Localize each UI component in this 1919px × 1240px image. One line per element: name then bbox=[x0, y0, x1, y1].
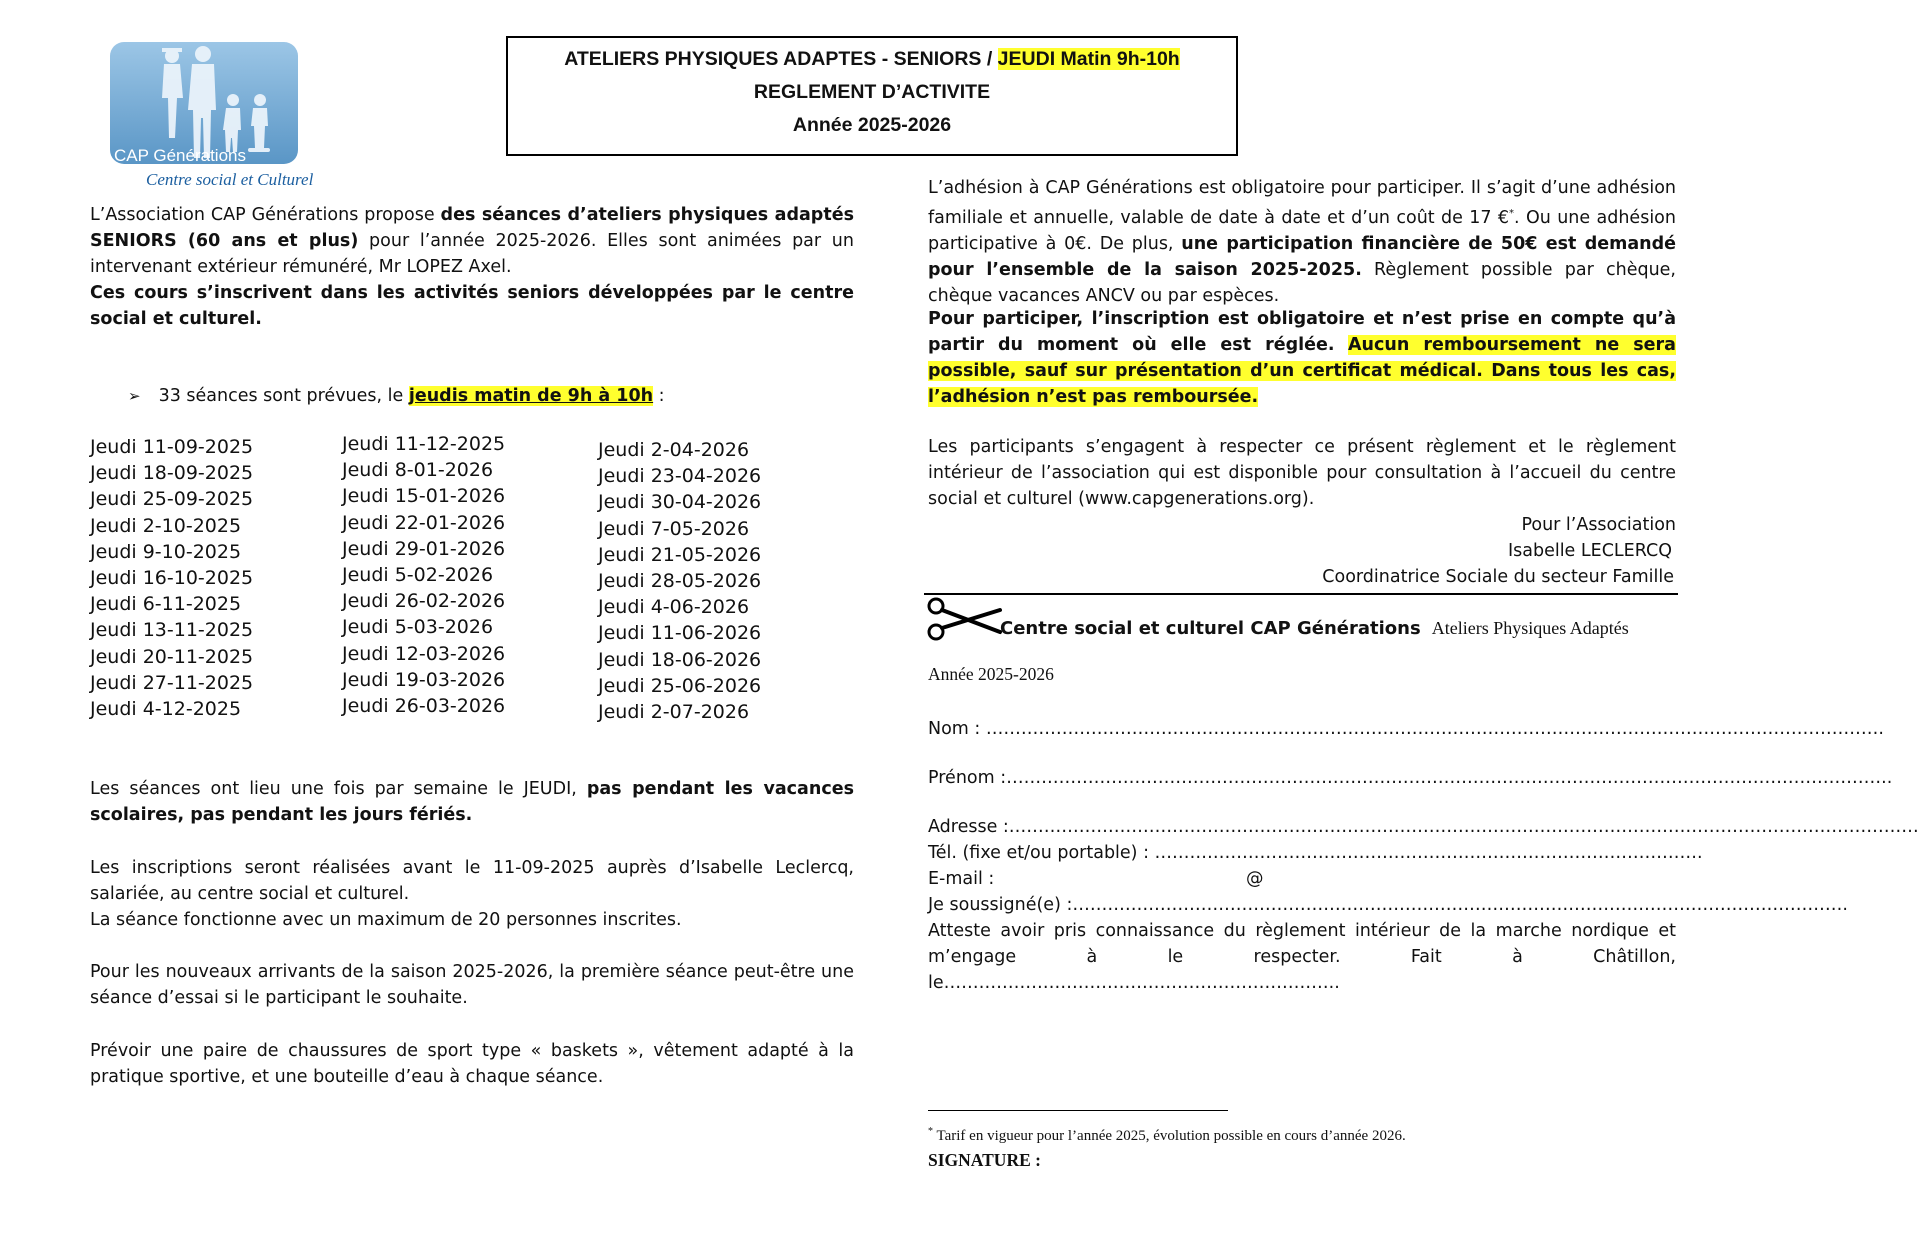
date-item: Jeudi 21-05-2026 bbox=[598, 543, 762, 566]
bullet-arrow-icon: ➢ bbox=[128, 387, 141, 405]
date-item: Jeudi 18-09-2025 bbox=[90, 462, 254, 485]
form-year: Année 2025-2026 bbox=[928, 664, 1054, 684]
date-item: Jeudi 11-12-2025 bbox=[342, 433, 506, 455]
signoff bbox=[1100, 512, 1676, 590]
date-item: Jeudi 18-06-2026 bbox=[598, 648, 762, 671]
date-item: Jeudi 8-01-2026 bbox=[342, 459, 494, 482]
form-atteste-field[interactable]: Atteste avoir pris connaissance du règlement intérieur de la marche nordique et m’engage à le respecter. Fait à Châtillon, le………………………………………………………….. bbox=[928, 921, 1676, 993]
commitment-paragraph: Les participants s’engagent à respecter ce présent règlement et le règlement intérieur de l’association qui est disponible pour consultation à l’accueil du centre social et culturel (www.capgenerations.org). bbox=[928, 437, 1676, 509]
membership-paragraph: L’adhésion à CAP Générations est obligatoire pour participer. Il s’agit d’une adhésion familiale et annuelle, valable de date à date et d’un coût de 17 €*. Ou une adhésion participative à 0€. De plus, une participation financière de 50€ est demandé pour l’ensemble de la saison 2025-2025. Règlement possible par chèque, chèque vacances ANCV ou par espèces. bbox=[928, 178, 1676, 306]
date-item: Jeudi 11-09-2025 bbox=[90, 436, 254, 458]
registration-paragraph: Pour participer, l’inscription est obligatoire et n’est prise en compte qu’à partir du moment où elle est réglée. Aucun remboursement ne sera possible, sauf sur présentation d’un certificat médical. Dans tous les cas, l’adhésion n’est pas remboursée. bbox=[928, 309, 1676, 407]
date-item: Jeudi 26-02-2026 bbox=[342, 590, 506, 613]
date-item: Jeudi 28-05-2026 bbox=[598, 570, 762, 593]
date-item: Jeudi 19-03-2026 bbox=[342, 668, 506, 691]
date-item: Jeudi 25-06-2026 bbox=[598, 674, 762, 697]
dates-column-1 bbox=[90, 434, 253, 722]
date-item: Jeudi 30-04-2026 bbox=[598, 491, 762, 514]
form-prenom-field[interactable]: Prénom :…………………………………………………………………………………………………………………………………….. bbox=[928, 768, 1893, 788]
header-subtitle: REGLEMENT D’ACTIVITE bbox=[753, 81, 991, 103]
dates-column-2 bbox=[342, 431, 505, 719]
date-item: Jeudi 4-06-2026 bbox=[598, 596, 750, 619]
date-item: Jeudi 2-07-2026 bbox=[598, 701, 750, 724]
sessions-bullet: ➢ 33 séances sont prévues, le jeudis matin de 9h à 10h : bbox=[128, 386, 665, 406]
date-item: Jeudi 11-06-2026 bbox=[598, 622, 762, 645]
signoff-line: Isabelle LECLERCQ bbox=[1507, 541, 1672, 561]
signature-label: SIGNATURE : bbox=[928, 1150, 1041, 1170]
form-soussigne-field[interactable]: Je soussigné(e) :……………………………………………………………………………………………………………………. bbox=[928, 895, 1848, 915]
signoff-line: Pour l’Association bbox=[1521, 515, 1676, 535]
form-adresse-field[interactable]: Adresse :………………………………………………………………………………………………………………………………………… bbox=[928, 817, 1919, 837]
date-item: Jeudi 23-04-2026 bbox=[598, 465, 762, 488]
date-item: Jeudi 7-05-2026 bbox=[598, 517, 750, 540]
date-item: Jeudi 5-03-2026 bbox=[342, 616, 494, 639]
footnote: * Tarif en vigueur pour l’année 2025, évolution possible en cours d’année 2026. bbox=[928, 1126, 1406, 1144]
date-item: Jeudi 12-03-2026 bbox=[342, 642, 506, 665]
date-item: Jeudi 22-01-2026 bbox=[342, 511, 506, 534]
at-sign: @ bbox=[1246, 869, 1264, 889]
date-item: Jeudi 9-10-2025 bbox=[90, 540, 242, 563]
dates-column-3 bbox=[598, 437, 761, 725]
logo-brand: CAP Générations bbox=[114, 146, 246, 165]
date-item: Jeudi 27-11-2025 bbox=[90, 671, 254, 694]
header-title: ATELIERS PHYSIQUES ADAPTES - SENIORS / JEUDI Matin 9h-10h bbox=[564, 48, 1180, 70]
logo-tagline: Centre social et Culturel bbox=[146, 170, 314, 189]
schedule-paragraph: Les séances ont lieu une fois par semaine le JEUDI, pas pendant les vacances scolaires, pas pendant les jours fériés. bbox=[90, 779, 854, 825]
newcomers-paragraph: Pour les nouveaux arrivants de la saison 2025-2026, la première séance peut-être une séance d’essai si le participant le souhaite. bbox=[90, 962, 854, 1008]
scissors-icon bbox=[926, 596, 1002, 642]
form-email-field[interactable]: E-mail : @ bbox=[928, 866, 1328, 892]
date-item: Jeudi 15-01-2026 bbox=[342, 485, 506, 508]
date-item: Jeudi 5-02-2026 bbox=[342, 564, 494, 587]
equipment-paragraph: Prévoir une paire de chaussures de sport type « baskets », vêtement adapté à la pratique sportive, et une bouteille d’eau à chaque séance. bbox=[90, 1041, 854, 1087]
date-item: Jeudi 13-11-2025 bbox=[90, 619, 254, 642]
form-nom-field[interactable]: Nom : ………………………………………………………………………………………………………………………………………. bbox=[928, 719, 1884, 739]
signoff-line: Coordinatrice Sociale du secteur Famille bbox=[1322, 567, 1674, 587]
date-item: Jeudi 20-11-2025 bbox=[90, 645, 254, 668]
logo bbox=[108, 40, 348, 198]
family-logo-icon bbox=[110, 40, 310, 170]
cut-line bbox=[924, 593, 1678, 595]
form-title: Centre social et culturel CAP Générations Ateliers Physiques Adaptés bbox=[1000, 618, 1629, 639]
header-year: Année 2025-2026 bbox=[792, 114, 952, 136]
date-item: Jeudi 2-04-2026 bbox=[598, 439, 750, 461]
date-item: Jeudi 6-11-2025 bbox=[90, 593, 242, 616]
date-item: Jeudi 16-10-2025 bbox=[90, 567, 254, 590]
form-tel-field[interactable]: Tél. (fixe et/ou portable) : …………………………………………………………………………………. bbox=[928, 843, 1703, 863]
date-item: Jeudi 4-12-2025 bbox=[90, 698, 242, 721]
date-item: Jeudi 26-03-2026 bbox=[342, 695, 506, 718]
intro-paragraph: L’Association CAP Générations propose des séances d’ateliers physiques adaptés SENIORS (60 ans et plus) pour l’année 2025-2026. Elles sont animées par un intervenant extérieur rémunéré, Mr LOPEZ Axel. Ces cours s’inscrivent dans les activités seniors développées par le centre social et culturel. bbox=[90, 205, 854, 329]
date-item: Jeudi 2-10-2025 bbox=[90, 514, 242, 537]
footnote-separator bbox=[928, 1110, 1228, 1111]
date-item: Jeudi 25-09-2025 bbox=[90, 488, 254, 511]
header-box bbox=[506, 36, 1238, 156]
inscriptions-paragraph: Les inscriptions seront réalisées avant le 11-09-2025 auprès d’Isabelle Leclercq, salariée, au centre social et culturel. La séance fonctionne avec un maximum de 20 personnes inscrites. bbox=[90, 858, 854, 930]
date-item: Jeudi 29-01-2026 bbox=[342, 537, 506, 560]
